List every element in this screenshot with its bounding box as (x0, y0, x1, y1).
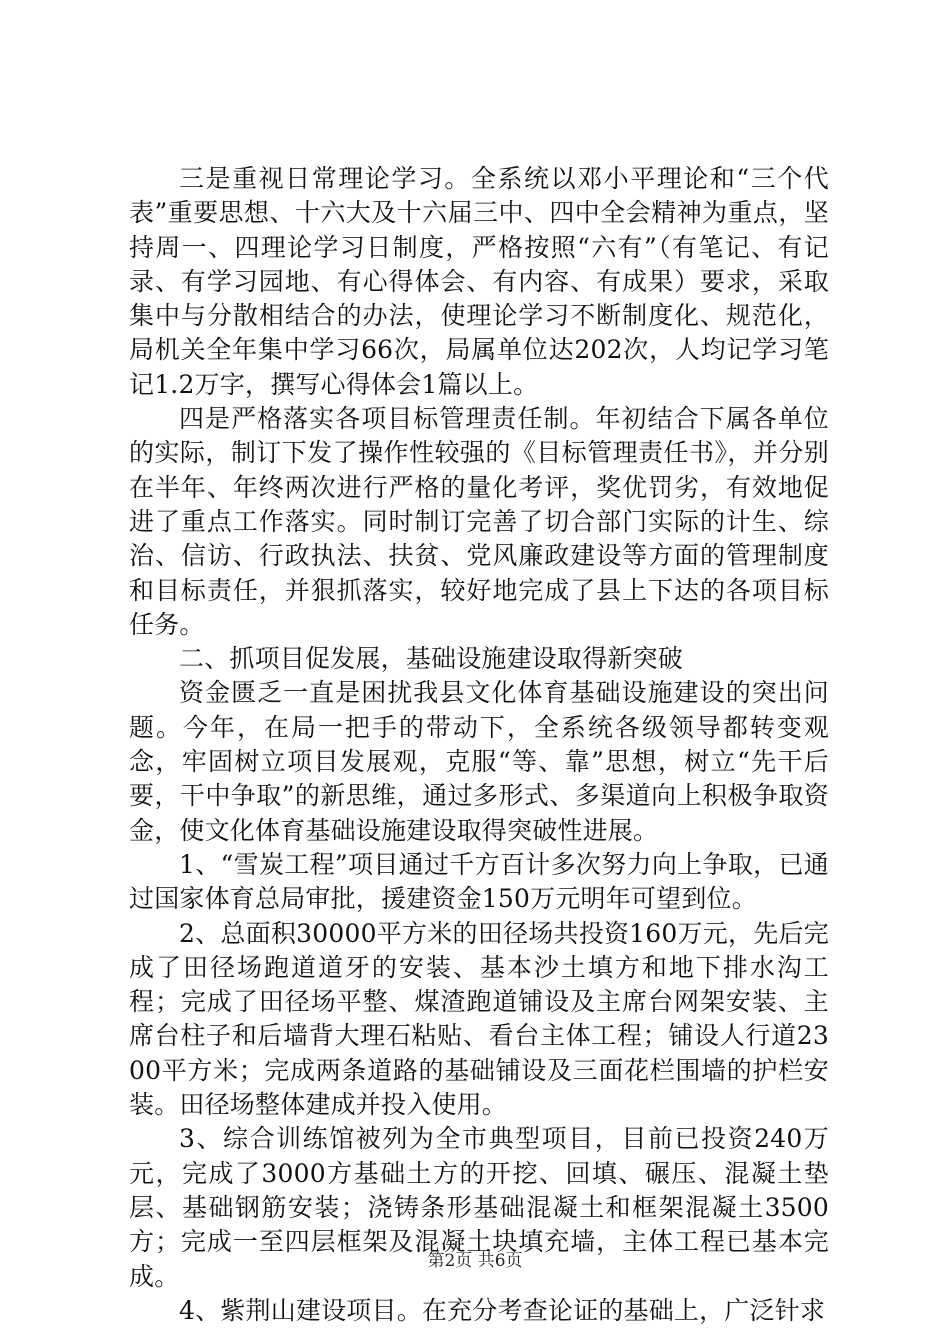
paragraph-theory-study: 三是重视日常理论学习。全系统以邓小平理论和“三个代表”重要思想、十六大及十六届三中、四中全会精神为重点，坚持周一、四理论学习日制度，严格按照“六有”（有笔记、有记录、有学习园地、有心得体会、有内容、有成果）要求，采取集中与分散相结合的办法，使理论学习不断制度化、规范化，局机关全年集中学习66次，局属单位达202次，人均记学习笔记1.2万字，撰写心得体会1篇以上。 (129, 164, 829, 399)
paragraph-item-3: 3、综合训练馆被列为全市典型项目，目前已投资240万元，完成了3000方基础土方的开挖、回填、碾压、混凝土垫层、基础钢筋安装；浇铸条形基础混凝土和框架混凝土3500方；完成一至四层框架及混凝土块填充墙，主体工程已基本完成。 (129, 1124, 829, 1291)
paragraph-funding: 资金匮乏一直是困扰我县文化体育基础设施建设的突出问题。今年，在局一把手的带动下，全系统各级领导都转变观念，牢固树立项目发展观，克服“等、靠”思想，树立“先干后要，干中争取”的新思维，通过多形式、多渠道向上积极争取资金，使文化体育基础设施建设取得突破性进展。 (129, 678, 829, 845)
paragraph-item-2: 2、总面积30000平方米的田径场共投资160万元，先后完成了田径场跑道道牙的安装、基本沙土填方和地下排水沟工程；完成了田径场平整、煤渣跑道铺设及主席台网架安装、主席台柱子和后墙背大理石粘贴、看台主体工程；铺设人行道2300平方米；完成两条道路的基础铺设及三面花栏围墙的护栏安装。田径场整体建成并投入使用。 (129, 918, 829, 1120)
section-heading-projects: 二、抓项目促发展，基础设施建设取得新突破 (179, 644, 684, 674)
paragraph-target-management: 四是严格落实各项目标管理责任制。年初结合下属各单位的实际，制订下发了操作性较强的《目标管理责任书》，并分别在半年、年终两次进行严格的量化考评，奖优罚劣，有效地促进了重点工作落实。同时制订完善了切合部门实际的计生、综治、信访、行政执法、扶贫、党风廉政建设等方面的管理制度和目标责任，并狠抓落实，较好地完成了县上下达的各项目标任务。 (129, 404, 829, 639)
paragraph-item-4: 4、紫荆山建设项目。在充分考查论证的基础上，广泛针求 (179, 1295, 826, 1325)
paragraph-item-1: 1、“雪炭工程”项目通过千方百计多次努力向上争取，已通过国家体育总局审批，援建资金150万元明年可望到位。 (129, 849, 829, 914)
page-number-footer: 第2页 共6页 (427, 1251, 523, 1271)
document-body (129, 162, 829, 1328)
